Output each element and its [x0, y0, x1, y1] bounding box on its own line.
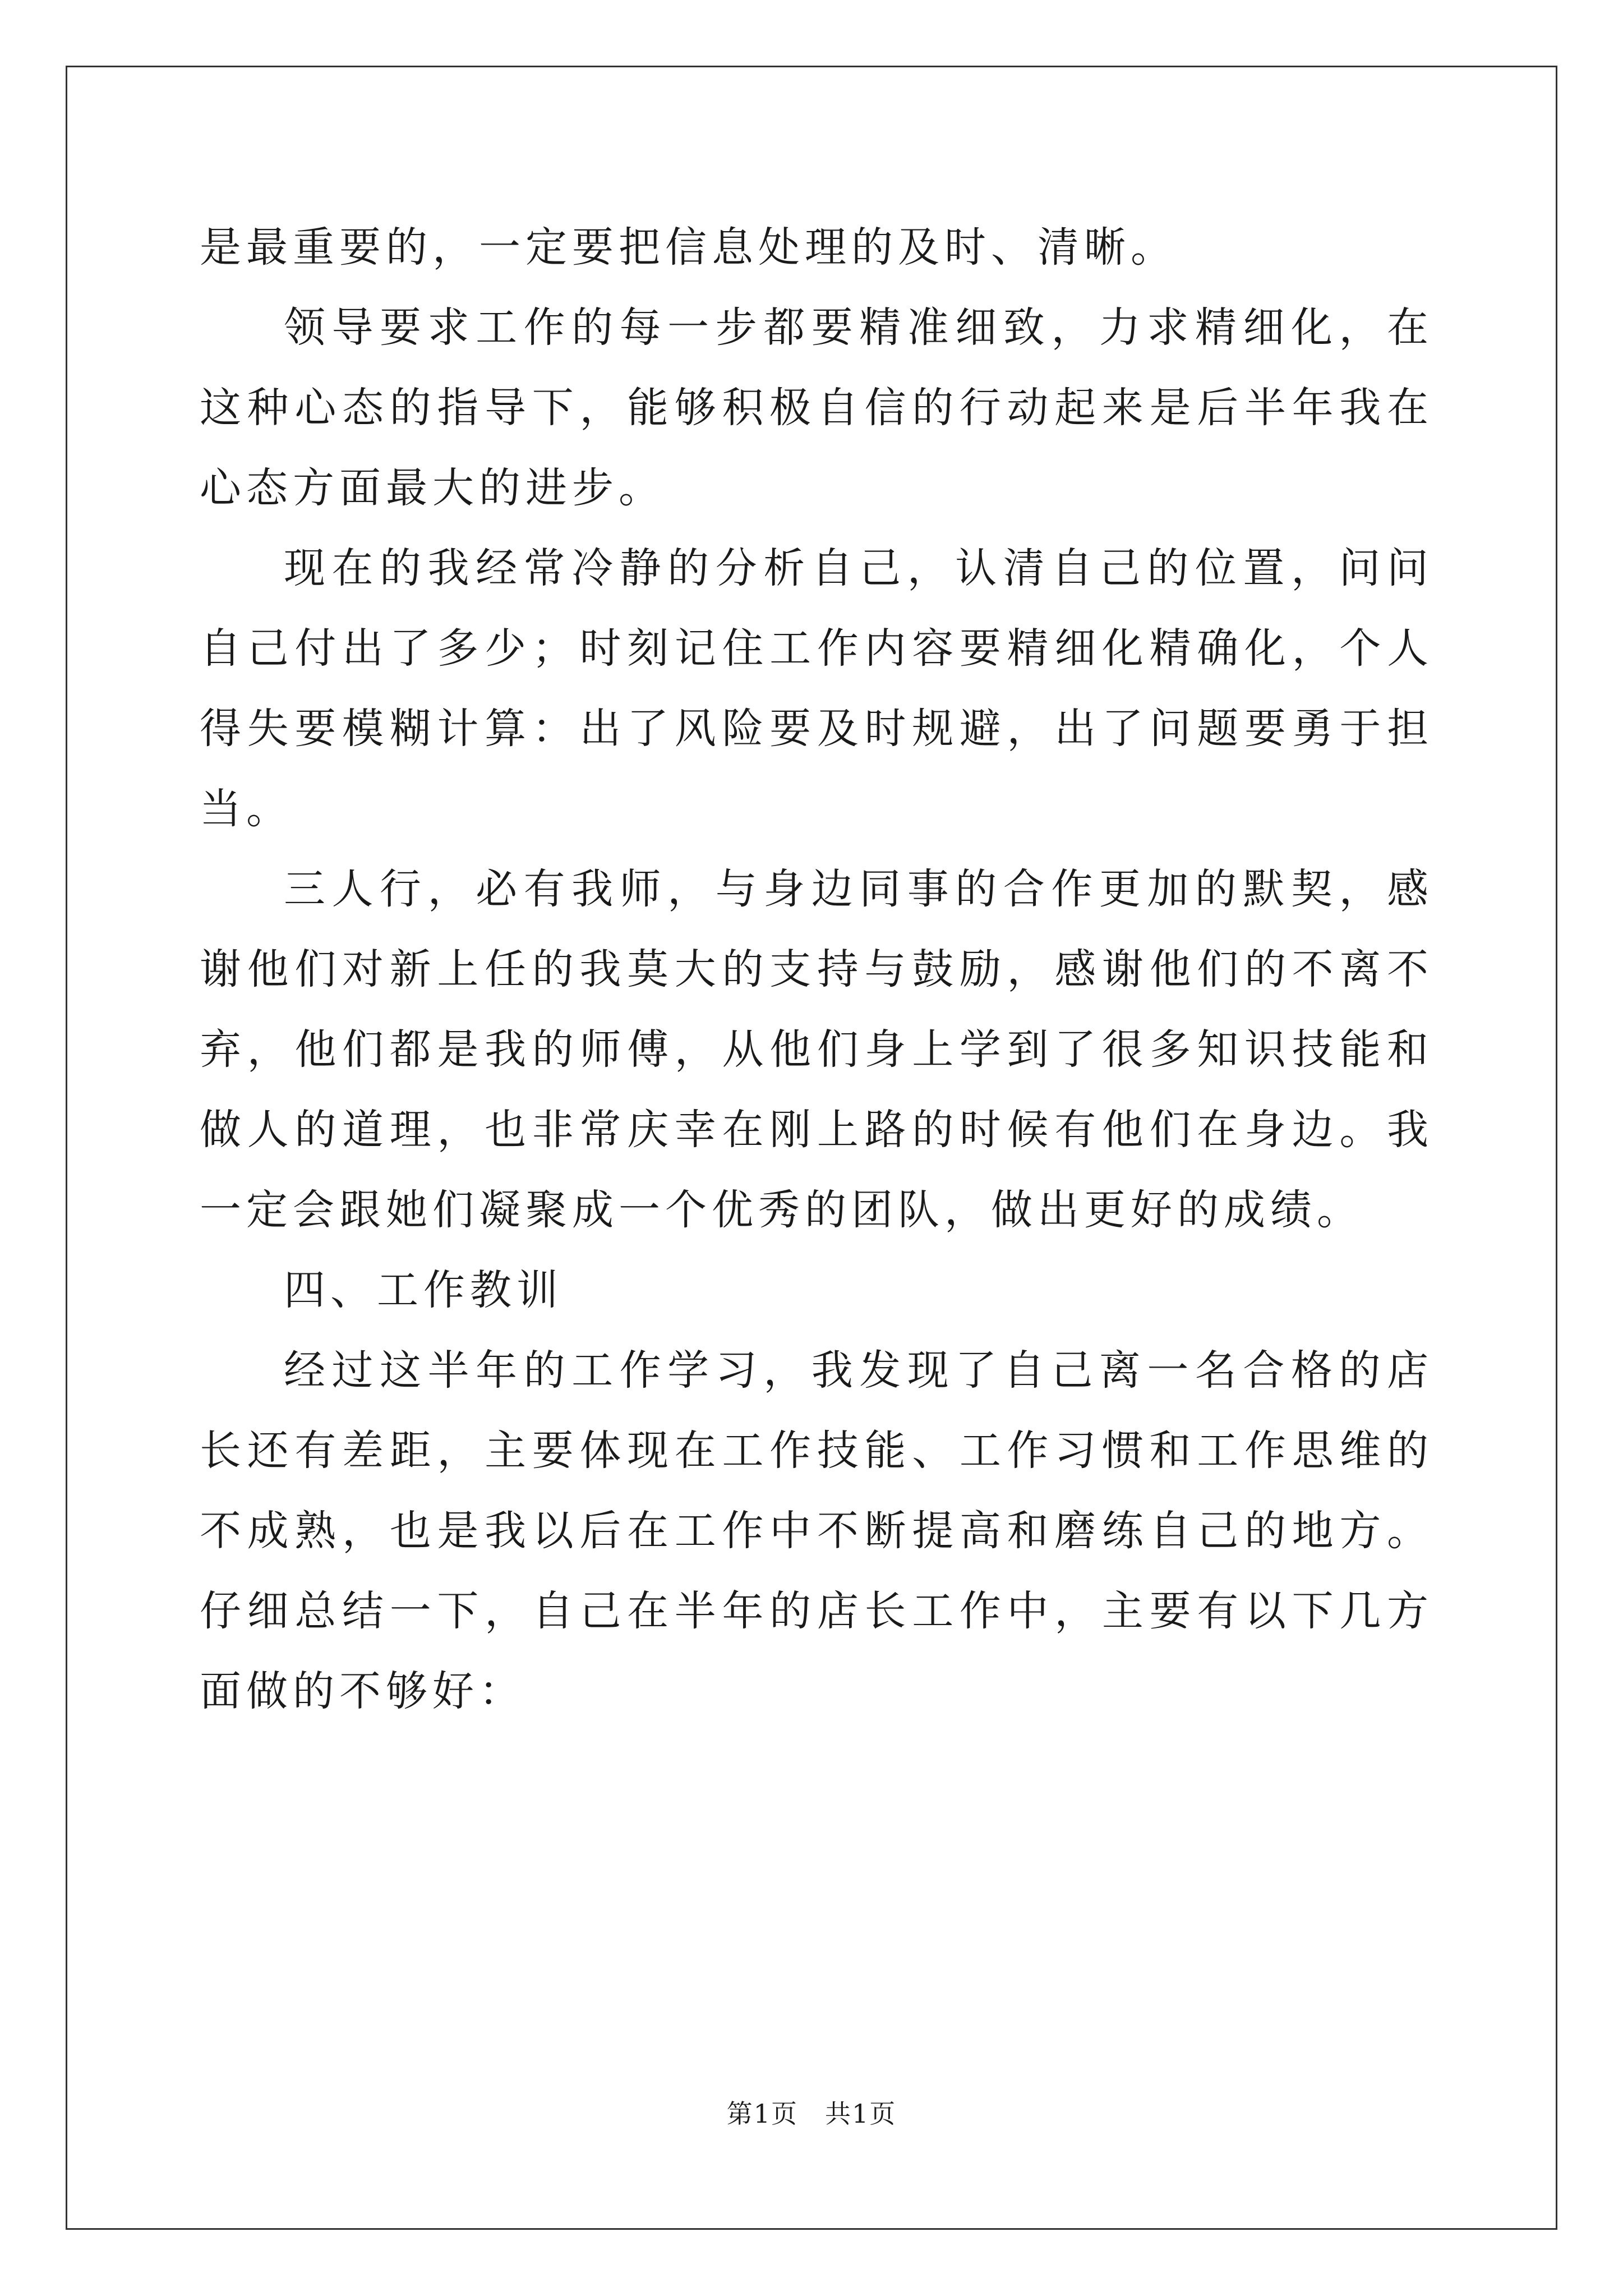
paragraph-5: 经过这半年的工作学习，我发现了自己离一名合格的店长还有差距，主要体现在工作技能、工作习惯和工作思维的不成熟，也是我以后在工作中不断提高和磨练自己的地方。仔细总结一下，自己在半年的店长工作中，主要有以下几方面做的不够好： — [200, 1346, 1433, 1715]
document-body — [200, 208, 1433, 1732]
paragraph-4: 三人行，必有我师，与身边同事的合作更加的默契，感谢他们对新上任的我莫大的支持与鼓励，感谢他们的不离不弃，他们都是我的师傅，从他们身上学到了很多知识技能和做人的道理，也非常庆幸在刚上路的时候有他们在身边。我一定会跟她们凝聚成一个优秀的团队，做出更好的成绩。 — [200, 865, 1433, 1234]
page-footer: 第1页 共1页 — [726, 2099, 897, 2129]
paragraph-2: 领导要求工作的每一步都要精准细致，力求精细化，在这种心态的指导下，能够积极自信的行动起来是后半年我在心态方面最大的进步。 — [200, 303, 1433, 512]
section-heading: 四、工作教训 — [284, 1266, 563, 1314]
paragraph-3: 现在的我经常冷静的分析自己，认清自己的位置，问问自己付出了多少；时刻记住工作内容要精细化精确化，个人得失要模糊计算：出了风险要及时规避，出了问题要勇于担当。 — [200, 544, 1433, 833]
paragraph-1: 是最重要的，一定要把信息处理的及时、清晰。 — [200, 223, 1177, 272]
